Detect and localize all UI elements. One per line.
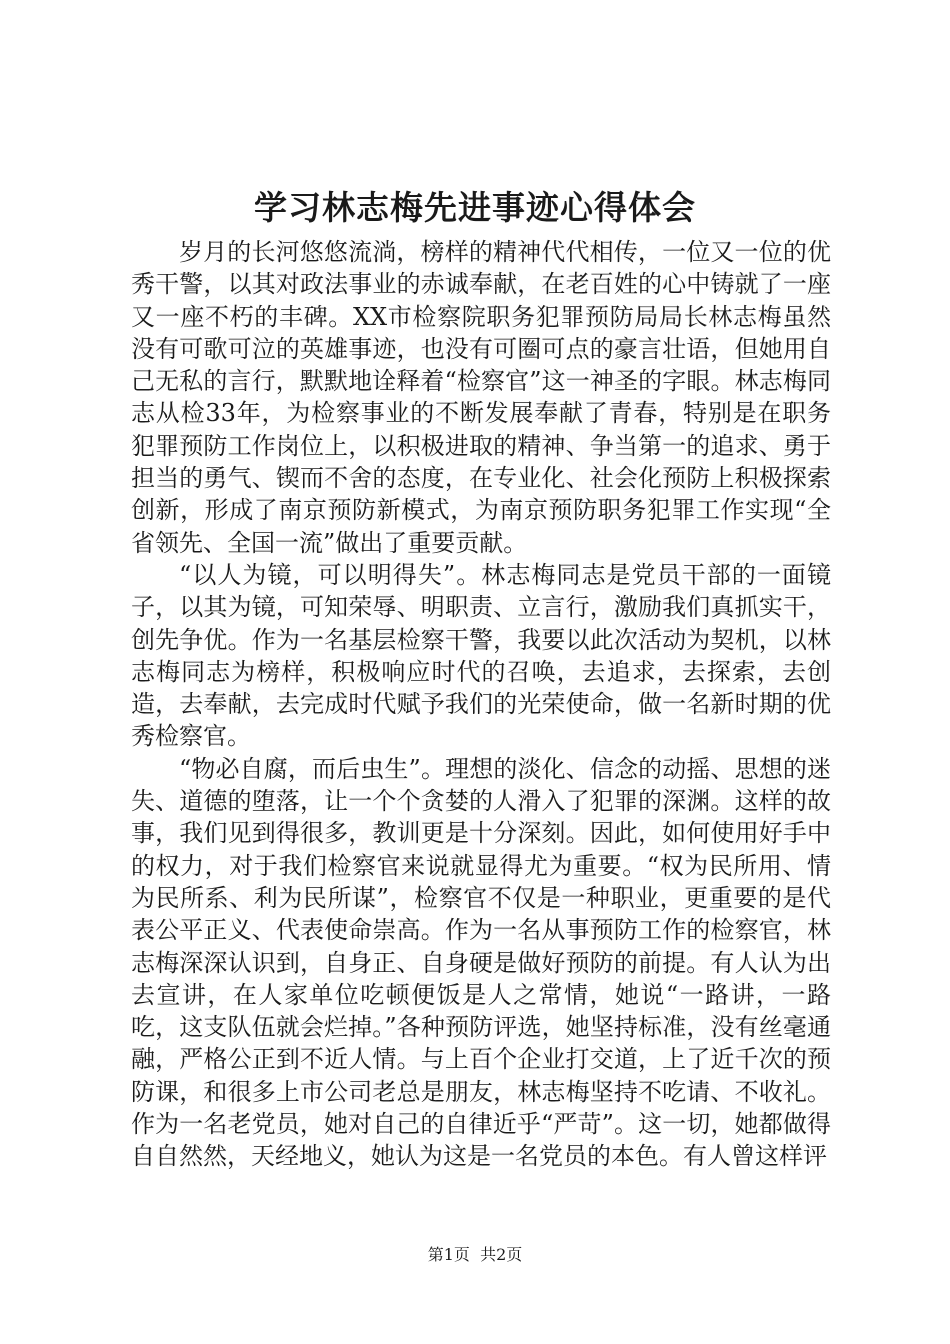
- page-footer: [0, 1243, 950, 1267]
- page-number: 第1页: [427, 1245, 470, 1264]
- page-total: 共2页: [480, 1245, 523, 1264]
- document-title: 学习林志梅先进事迹心得体会: [254, 188, 696, 227]
- paragraph-3: “物必自腐，而后虫生”。理想的淡化、信念的动摇、思想的迷失、道德的堕落，让一个个贪婪的人滑入了犯罪的深渊。这样的故事，我们见到得很多，教训更是十分深刻。因此，如何使用好手中的权力，对于我们检察官来说就显得尤为重要。“权为民所用、情为民所系、利为民所谋”，检察官不仅是一种职业，更重要的是代表公平正义、代表使命崇高。作为一名从事预防工作的检察官，林志梅深深认识到，自身正、自身硬是做好预防的前提。有人认为出去宣讲，在人家单位吃顿便饭是人之常情，她说“一路讲，一路吃，这支队伍就会烂掉。”各种预防评选，她坚持标准，没有丝毫通融，严格公正到不近人情。与上百个企业打交道，上了近千次的预防课，和很多上市公司老总是朋友，林志梅坚持不吃请、不收礼。作为一名老党员，她对自己的自律近乎“严苛”。这一切，她都做得自自然然，天经地义，她认为这是一名党员的本色。有人曾这样评: [131, 754, 831, 1171]
- paragraph-1: 岁月的长河悠悠流淌，榜样的精神代代相传，一位又一位的优秀干警，以其对政法事业的赤诚奉献，在老百姓的心中铸就了一座又一座不朽的丰碑。XX市检察院职务犯罪预防局局长林志梅虽然没有可歌可泣的英雄事迹，也没有可圈可点的豪言壮语，但她用自己无私的言行，默默地诠释着“检察官”这一神圣的字眼。林志梅同志从检33年，为检察事业的不断发展奉献了青春，特别是在职务犯罪预防工作岗位上，以积极进取的精神、争当第一的追求、勇于担当的勇气、锲而不舍的态度，在专业化、社会化预防上积极探索创新，形成了南京预防新模式，为南京预防职务犯罪工作实现“全省领先、全国一流”做出了重要贡献。: [131, 238, 831, 557]
- document-body: [131, 236, 831, 1173]
- paragraph-2: “以人为镜，可以明得失”。林志梅同志是党员干部的一面镜子，以其为镜，可知荣辱、明职责、立言行，激励我们真抓实干，创先争优。作为一名基层检察干警，我要以此次活动为契机，以林志梅同志为榜样，积极响应时代的召唤，去追求，去探索，去创造，去奉献，去完成时代赋予我们的光荣使命，做一名新时期的优秀检察官。: [131, 560, 831, 751]
